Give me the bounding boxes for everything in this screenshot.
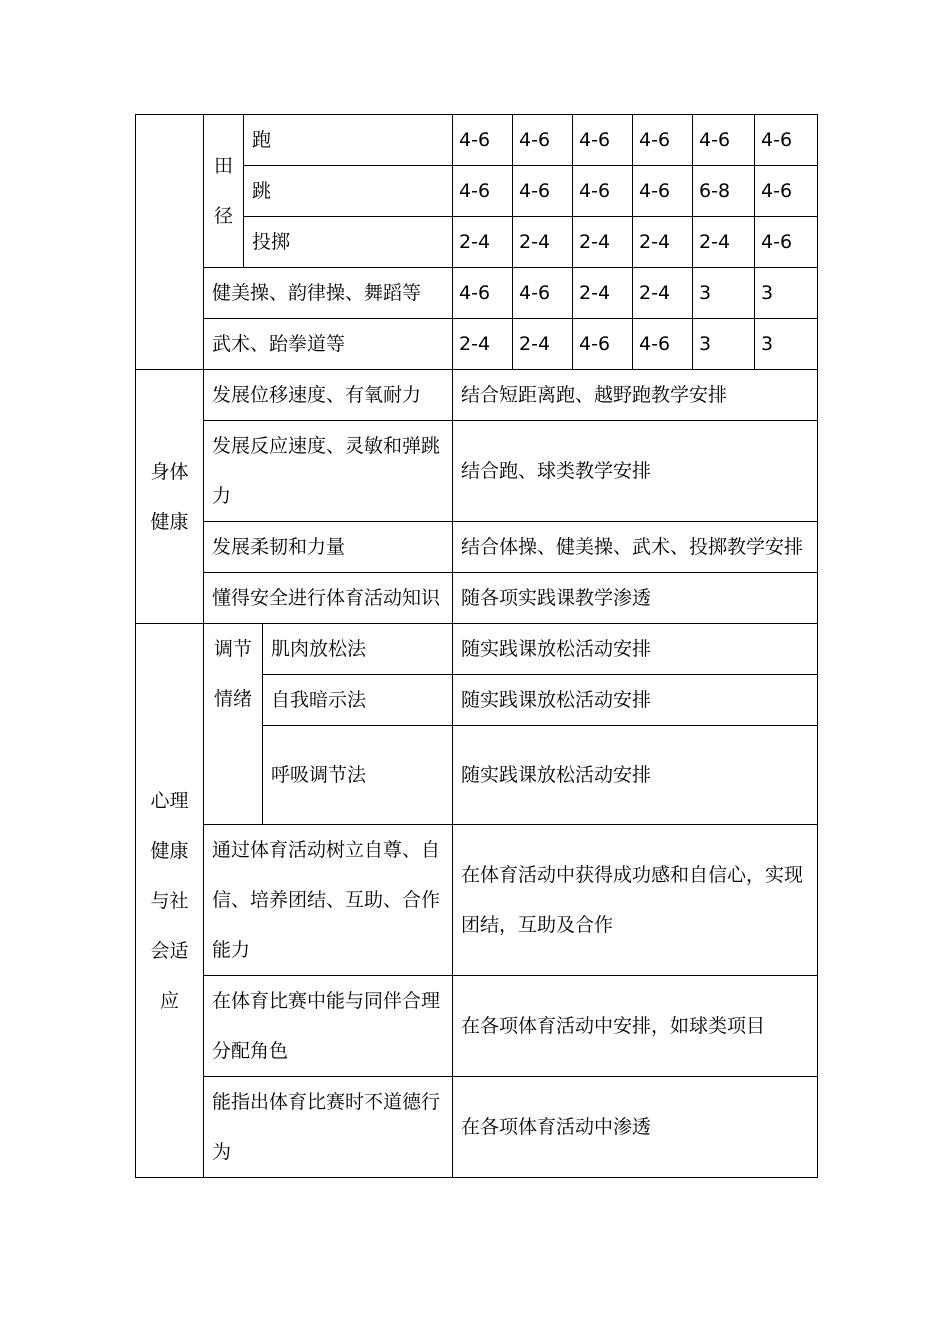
goal-cell: 能指出体育比赛时不道德行为 <box>204 1077 453 1178</box>
plan-cell: 随实践课放松活动安排 <box>453 675 818 726</box>
plan-cell: 结合短距离跑、越野跑教学安排 <box>453 370 818 421</box>
athletics-label: 田径 <box>204 115 244 268</box>
value-cell: 4-6 <box>633 166 693 217</box>
table-row <box>136 319 818 370</box>
table-row <box>136 1077 818 1178</box>
goal-cell: 懂得安全进行体育活动知识 <box>204 573 453 624</box>
value-cell: 2-4 <box>453 319 513 370</box>
plan-cell: 随实践课放松活动安排 <box>453 624 818 675</box>
value-cell: 2-4 <box>513 319 573 370</box>
plan-cell: 在各项体育活动中渗透 <box>453 1077 818 1178</box>
value-cell: 3 <box>755 268 818 319</box>
goal-cell: 发展反应速度、灵敏和弹跳力 <box>204 421 453 522</box>
item-jump: 跳 <box>244 166 453 217</box>
method-cell: 肌肉放松法 <box>263 624 453 675</box>
value-cell: 2-4 <box>633 268 693 319</box>
table-row <box>136 573 818 624</box>
method-cell: 自我暗示法 <box>263 675 453 726</box>
value-cell: 4-6 <box>453 268 513 319</box>
mental-health-label: 心理健康与社会适应 <box>136 624 204 1178</box>
item-martial-arts: 武术、跆拳道等 <box>204 319 453 370</box>
value-cell: 4-6 <box>453 166 513 217</box>
value-cell: 2-4 <box>573 217 633 268</box>
value-cell: 2-4 <box>513 217 573 268</box>
value-cell: 4-6 <box>513 115 573 166</box>
value-cell: 4-6 <box>573 166 633 217</box>
plan-cell: 在各项体育活动中安排，如球类项目 <box>453 976 818 1077</box>
value-cell: 2-4 <box>693 217 755 268</box>
goal-cell: 发展位移速度、有氧耐力 <box>204 370 453 421</box>
item-throw: 投掷 <box>244 217 453 268</box>
value-cell: 4-6 <box>693 115 755 166</box>
value-cell: 4-6 <box>513 166 573 217</box>
value-cell: 4-6 <box>755 166 818 217</box>
value-cell: 4-6 <box>633 319 693 370</box>
value-cell: 4-6 <box>453 115 513 166</box>
plan-cell: 结合跑、球类教学安排 <box>453 421 818 522</box>
curriculum-table <box>135 114 818 1178</box>
table-row <box>136 370 818 421</box>
plan-cell: 随各项实践课教学渗透 <box>453 573 818 624</box>
plan-cell: 结合体操、健美操、武术、投掷教学安排 <box>453 522 818 573</box>
table-row <box>136 825 818 976</box>
table-row <box>136 115 818 166</box>
emotion-label: 调节情绪 <box>204 624 263 825</box>
value-cell: 4-6 <box>755 217 818 268</box>
goal-cell: 发展柔韧和力量 <box>204 522 453 573</box>
value-cell: 4-6 <box>755 115 818 166</box>
value-cell: 3 <box>693 319 755 370</box>
table-row <box>136 421 818 522</box>
goal-cell: 在体育比赛中能与同伴合理分配角色 <box>204 976 453 1077</box>
value-cell: 3 <box>755 319 818 370</box>
plan-cell: 随实践课放松活动安排 <box>453 726 818 825</box>
goal-cell: 通过体育活动树立自尊、自信、培养团结、互助、合作能力 <box>204 825 453 976</box>
value-cell: 6-8 <box>693 166 755 217</box>
value-cell: 2-4 <box>633 217 693 268</box>
physical-health-label: 身体健康 <box>136 370 204 624</box>
item-aerobics: 健美操、韵律操、舞蹈等 <box>204 268 453 319</box>
value-cell: 2-4 <box>453 217 513 268</box>
value-cell: 2-4 <box>573 268 633 319</box>
table-row <box>136 976 818 1077</box>
method-cell: 呼吸调节法 <box>263 726 453 825</box>
value-cell: 3 <box>693 268 755 319</box>
table-row <box>136 522 818 573</box>
value-cell: 4-6 <box>573 319 633 370</box>
value-cell: 4-6 <box>633 115 693 166</box>
item-run: 跑 <box>244 115 453 166</box>
value-cell: 4-6 <box>513 268 573 319</box>
value-cell: 4-6 <box>573 115 633 166</box>
table-row <box>136 624 818 675</box>
category-cell-empty <box>136 115 204 370</box>
plan-cell: 在体育活动中获得成功感和自信心，实现团结，互助及合作 <box>453 825 818 976</box>
table-row <box>136 268 818 319</box>
